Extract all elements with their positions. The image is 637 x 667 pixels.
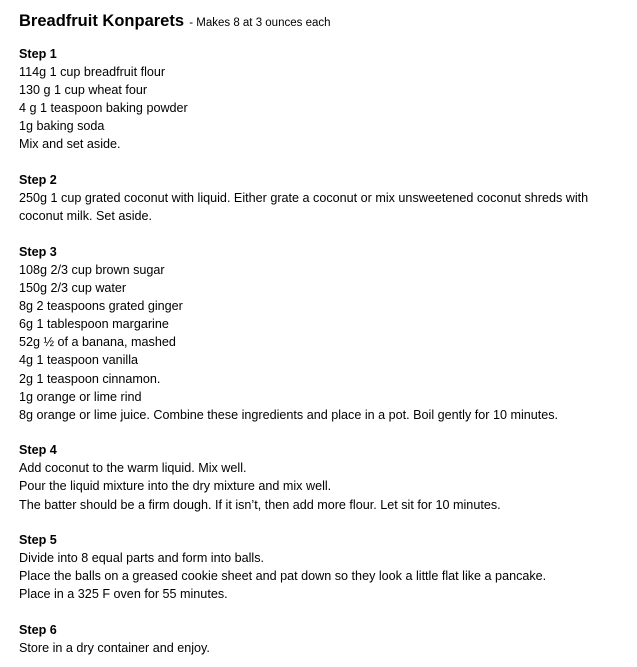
- step-heading: Step 3: [19, 244, 57, 259]
- instruction-line: Add coconut to the warm liquid. Mix well.: [19, 461, 247, 476]
- instruction-line: 8g orange or lime juice. Combine these ingredients and place in a pot. Boil gently for 10 minutes.: [19, 407, 559, 422]
- step-heading: Step 6: [19, 623, 57, 638]
- step-heading: Step 1: [19, 47, 57, 61]
- instruction-line: Place in a 325 F oven for 55 minutes.: [19, 587, 228, 602]
- title-row: [19, 9, 637, 33]
- ingredient-line: 2g 1 teaspoon cinnamon.: [19, 371, 161, 386]
- instruction-line: Mix and set aside.: [19, 137, 121, 152]
- recipe-title: Breadfruit Konparets: [19, 12, 185, 30]
- instruction-line: Store in a dry container and enjoy.: [19, 641, 210, 656]
- ingredient-line: 4g 1 teaspoon vanilla: [19, 353, 139, 368]
- instruction-line: The batter should be a firm dough. If it isn’t, then add more flour. Let sit for 10 minutes.: [19, 497, 501, 512]
- ingredient-line: 52g ½ of a banana, mashed: [19, 335, 176, 350]
- instruction-line: Pour the liquid mixture into the dry mixture and mix well.: [19, 479, 332, 494]
- step-1: [19, 45, 637, 154]
- recipe-subtitle: - Makes 8 at 3 ounces each: [186, 17, 331, 29]
- ingredient-line: 4 g 1 teaspoon baking powder: [19, 101, 188, 116]
- step-heading: Step 5: [19, 533, 57, 548]
- step-2: [19, 171, 637, 225]
- step-5: [19, 531, 637, 603]
- step-heading: Step 4: [19, 443, 57, 458]
- ingredient-line: 1g orange or lime rind: [19, 389, 142, 404]
- ingredient-line: 108g 2/3 cup brown sugar: [19, 262, 165, 277]
- step-4: [19, 441, 637, 513]
- ingredient-line: 8g 2 teaspoons grated ginger: [19, 299, 183, 314]
- ingredient-line: 6g 1 tablespoon margarine: [19, 317, 169, 332]
- step-3: [19, 243, 637, 424]
- step-heading: Step 2: [19, 173, 57, 188]
- instruction-line: Divide into 8 equal parts and form into balls.: [19, 551, 265, 566]
- ingredient-line: 150g 2/3 cup water: [19, 281, 127, 296]
- instruction-line: Place the balls on a greased cookie sheet and pat down so they look a little flat like a pancake.: [19, 569, 547, 584]
- instruction-line: 250g 1 cup grated coconut with liquid. Either grate a coconut or mix unsweetened coconut shreds with coconut milk. Set aside.: [19, 191, 589, 224]
- ingredient-line: 130 g 1 cup wheat four: [19, 83, 148, 98]
- step-6: [19, 621, 637, 657]
- ingredient-line: 114g 1 cup breadfruit flour: [19, 65, 166, 80]
- ingredient-line: 1g baking soda: [19, 119, 105, 134]
